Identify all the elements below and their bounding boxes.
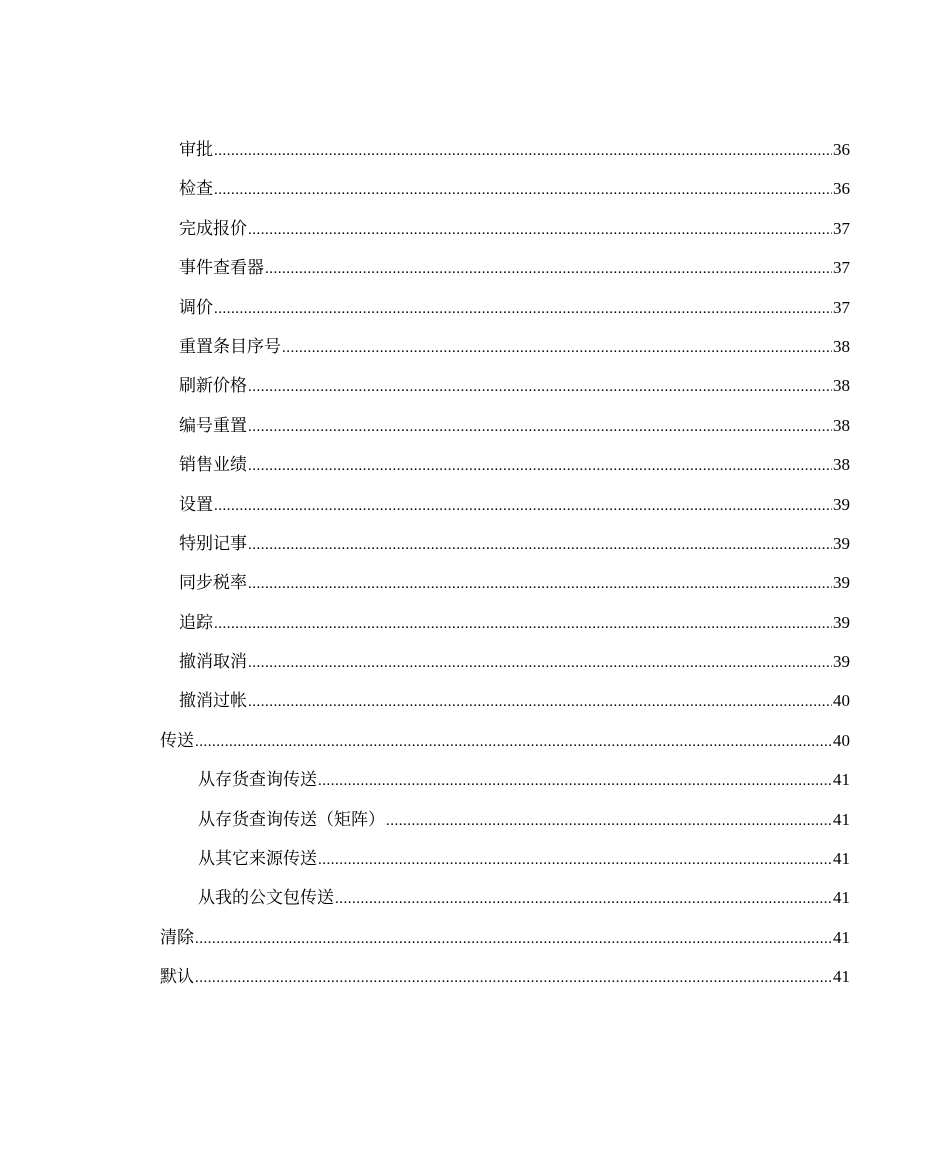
table-of-contents [160, 130, 850, 997]
toc-entry-label: 追踪 [179, 612, 213, 633]
toc-entry-label: 撤消取消 [179, 652, 247, 673]
toc-entry-label: 传送 [160, 730, 194, 751]
toc-entry[interactable] [160, 288, 850, 327]
toc-entry[interactable] [160, 760, 850, 799]
toc-entry-page: 38 [833, 376, 850, 396]
toc-leader-dots [248, 643, 832, 683]
toc-entry[interactable] [160, 681, 850, 720]
toc-entry[interactable] [160, 406, 850, 445]
toc-entry-label: 设置 [179, 494, 213, 515]
toc-leader-dots [318, 761, 832, 801]
toc-entry-page: 36 [833, 179, 850, 199]
toc-entry[interactable] [160, 563, 850, 602]
toc-entry-page: 41 [833, 927, 850, 947]
toc-leader-dots [195, 958, 832, 998]
toc-leader-dots [195, 722, 832, 762]
toc-entry-label: 清除 [160, 927, 194, 948]
toc-entry[interactable] [160, 169, 850, 208]
toc-entry-page: 39 [833, 573, 850, 593]
toc-entry-page: 38 [833, 415, 850, 435]
toc-entry-label: 检查 [179, 179, 213, 200]
toc-entry-page: 39 [833, 494, 850, 514]
toc-entry-page: 39 [833, 652, 850, 672]
toc-entry-label: 完成报价 [179, 218, 247, 239]
toc-entry[interactable] [160, 957, 850, 996]
toc-entry-page: 41 [833, 770, 850, 790]
toc-entry-page: 38 [833, 336, 850, 356]
toc-entry-page: 41 [833, 888, 850, 908]
toc-entry-label: 事件查看器 [179, 258, 264, 279]
toc-leader-dots [248, 407, 832, 447]
toc-entry[interactable] [160, 603, 850, 642]
toc-entry[interactable] [160, 800, 850, 839]
toc-entry-page: 36 [833, 140, 850, 159]
toc-leader-dots [214, 486, 832, 526]
toc-leader-dots [386, 801, 832, 841]
toc-leader-dots [214, 131, 832, 171]
toc-entry-label: 销售业绩 [179, 455, 247, 476]
toc-entry[interactable] [160, 130, 850, 169]
toc-entry-page: 39 [833, 533, 850, 553]
toc-leader-dots [265, 249, 832, 289]
toc-leader-dots [248, 367, 832, 407]
toc-entry[interactable] [160, 642, 850, 681]
toc-entry-label: 从其它来源传送 [198, 849, 317, 870]
toc-leader-dots [248, 210, 832, 250]
toc-leader-dots [248, 446, 832, 486]
toc-entry-label: 审批 [179, 140, 213, 160]
toc-entry[interactable] [160, 878, 850, 917]
toc-entry-label: 撤消过帐 [179, 691, 247, 712]
toc-leader-dots [248, 564, 832, 604]
toc-leader-dots [214, 289, 832, 329]
toc-entry[interactable] [160, 485, 850, 524]
toc-entry[interactable] [160, 839, 850, 878]
toc-entry-page: 41 [833, 967, 850, 987]
toc-leader-dots [248, 525, 832, 565]
toc-leader-dots [248, 682, 832, 722]
toc-leader-dots [282, 328, 832, 368]
toc-entry[interactable] [160, 524, 850, 563]
toc-entry-label: 从存货查询传送 [198, 770, 317, 791]
toc-entry-page: 37 [833, 258, 850, 278]
toc-entry-page: 41 [833, 849, 850, 869]
toc-entry[interactable] [160, 209, 850, 248]
toc-entry-label: 默认 [160, 967, 194, 988]
toc-entry-page: 38 [833, 455, 850, 475]
toc-entry[interactable] [160, 327, 850, 366]
toc-entry-page: 40 [833, 691, 850, 711]
toc-entry-page: 40 [833, 730, 850, 750]
toc-entry-label: 特别记事 [179, 533, 247, 554]
toc-entry-label: 从我的公文包传送 [198, 888, 334, 909]
toc-entry[interactable] [160, 248, 850, 287]
toc-leader-dots [318, 840, 832, 880]
toc-leader-dots [214, 170, 832, 210]
toc-entry[interactable] [160, 366, 850, 405]
toc-leader-dots [214, 604, 832, 644]
toc-entry-page: 37 [833, 297, 850, 317]
toc-entry[interactable] [160, 445, 850, 484]
toc-entry-page: 37 [833, 218, 850, 238]
toc-entry-label: 编号重置 [179, 415, 247, 436]
toc-entry[interactable] [160, 918, 850, 957]
toc-entry-page: 41 [833, 809, 850, 829]
toc-entry-page: 39 [833, 612, 850, 632]
toc-entry[interactable] [160, 721, 850, 760]
toc-entry-label: 同步税率 [179, 573, 247, 594]
toc-entry-label: 刷新价格 [179, 376, 247, 397]
toc-leader-dots [335, 879, 832, 919]
toc-entry-label: 从存货查询传送（矩阵） [198, 809, 385, 830]
toc-entry-label: 重置条目序号 [179, 336, 281, 357]
toc-entry-label: 调价 [179, 297, 213, 318]
toc-leader-dots [195, 919, 832, 959]
